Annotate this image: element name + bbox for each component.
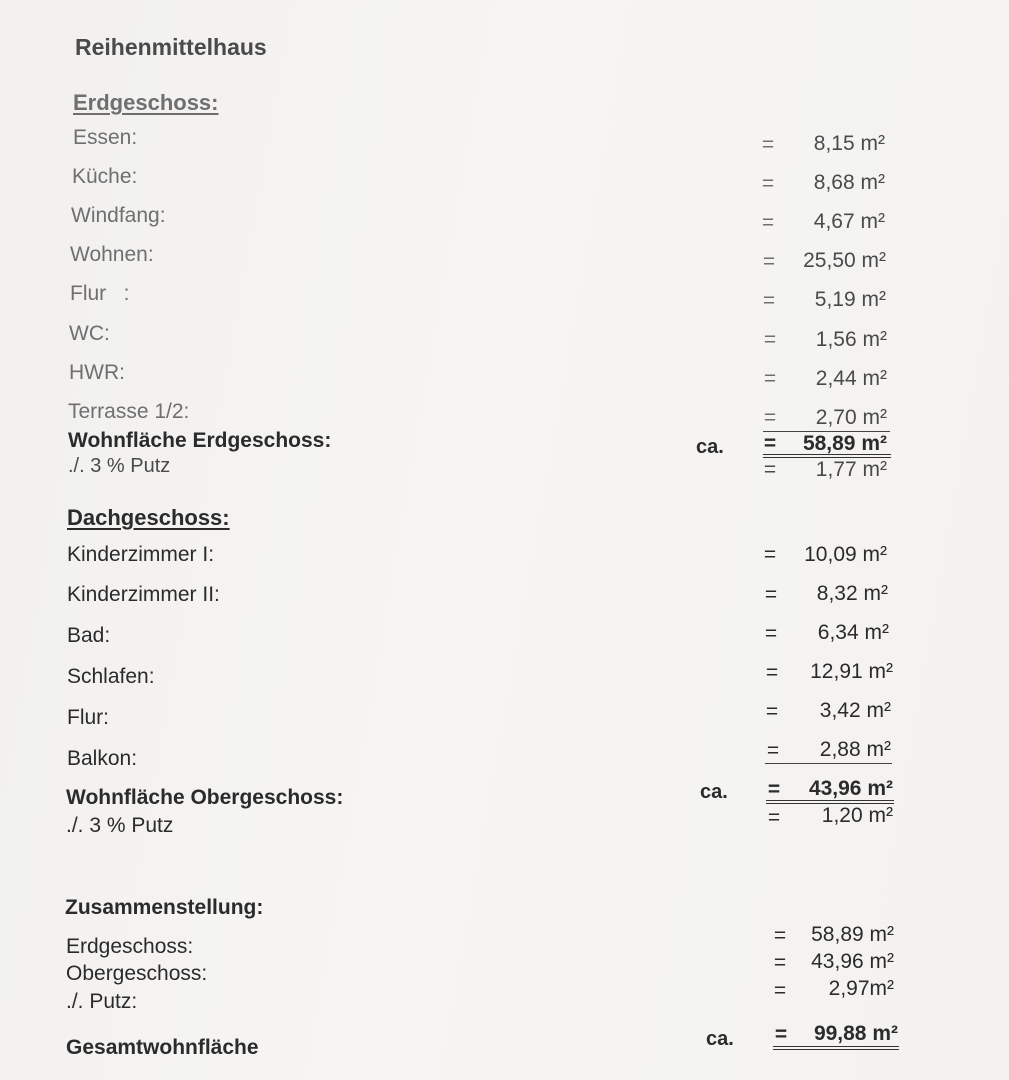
area-value: 5,19 m² [814, 288, 886, 311]
grand-total-value: 99,88 m² [813, 1022, 898, 1045]
floor-total-label: Wohnfläche Erdgeschoss: [68, 429, 332, 452]
sum-rule [765, 763, 892, 764]
area-value: 10,09 m² [804, 543, 887, 566]
summary-value: 43,96 m² [811, 950, 894, 973]
equals-sign: = [764, 622, 778, 645]
room-label: Kinderzimmer II: [67, 583, 220, 606]
putz-label: ./. 3 % Putz [68, 455, 171, 477]
area-value: 2,70 m² [815, 406, 887, 429]
equals-sign: = [773, 979, 787, 1002]
area-value: 6,34 m² [817, 621, 889, 644]
room-label: Balkon: [67, 747, 138, 770]
equals-sign: = [761, 211, 775, 234]
equals-sign: = [762, 250, 776, 273]
summary-label: Obergeschoss: [66, 962, 208, 985]
equals-sign: = [764, 583, 778, 606]
equals-sign: = [767, 806, 781, 829]
floor-total-label: Wohnfläche Obergeschoss: [66, 786, 344, 809]
area-value: 25,50 m² [803, 249, 886, 272]
room-label: Schlafen: [67, 665, 155, 688]
section-heading-erdgeschoss: Erdgeschoss: [73, 90, 219, 115]
grand-total-label: Gesamtwohnfläche [66, 1036, 259, 1059]
summary-value: 58,89 m² [811, 923, 894, 946]
putz-value: 1,77 m² [815, 458, 887, 481]
equals-sign: = [762, 289, 776, 312]
approx-label: ca. [700, 781, 728, 803]
room-label: WC: [69, 322, 110, 345]
area-value: 3,42 m² [819, 699, 891, 722]
section-heading-zusammenstellung: Zusammenstellung: [65, 896, 264, 919]
equals-sign: = [773, 951, 787, 974]
room-label: Flur : [70, 282, 130, 305]
room-label: Kinderzimmer I: [67, 543, 215, 566]
area-value: 2,88 m² [819, 738, 891, 761]
floor-total-value: 58,89 m² [802, 432, 887, 455]
room-label: Wohnen: [70, 243, 154, 266]
equals-sign: = [763, 432, 777, 455]
area-value: 8,68 m² [813, 171, 885, 194]
room-label: Bad: [67, 624, 111, 647]
approx-label: ca. [696, 436, 724, 458]
putz-label: ./. 3 % Putz [66, 814, 174, 837]
room-label: HWR: [69, 361, 125, 384]
equals-sign: = [761, 172, 775, 195]
room-label: Flur: [67, 706, 109, 729]
area-value: 2,44 m² [815, 367, 887, 390]
summary-label: ./. Putz: [66, 990, 138, 1013]
room-label: Windfang: [71, 204, 166, 227]
equals-sign: = [766, 739, 780, 762]
section-heading-dachgeschoss: Dachgeschoss: [67, 505, 230, 530]
equals-sign: = [767, 778, 781, 801]
double-underline [773, 1046, 899, 1050]
equals-sign: = [765, 700, 779, 723]
approx-label: ca. [706, 1028, 734, 1050]
room-label: Küche: [72, 165, 138, 188]
document-title: Reihenmittelhaus [75, 34, 267, 60]
equals-sign: = [773, 924, 787, 947]
equals-sign: = [763, 458, 777, 481]
room-label: Terrasse 1/2: [68, 400, 190, 423]
equals-sign: = [763, 367, 777, 390]
equals-sign: = [765, 661, 779, 684]
room-label: Essen: [73, 126, 138, 149]
area-value: 8,32 m² [816, 582, 888, 605]
equals-sign: = [763, 543, 777, 566]
area-value: 1,56 m² [815, 328, 887, 351]
floor-total-value: 43,96 m² [808, 777, 893, 800]
area-value: 12,91 m² [810, 660, 893, 683]
equals-sign: = [774, 1023, 788, 1046]
area-value: 4,67 m² [813, 210, 885, 233]
summary-value: 2,97m² [828, 977, 894, 1000]
equals-sign: = [763, 406, 777, 429]
area-value: 8,15 m² [813, 132, 885, 155]
equals-sign: = [763, 328, 777, 351]
equals-sign: = [761, 133, 775, 156]
summary-label: Erdgeschoss: [66, 935, 194, 958]
putz-value: 1,20 m² [821, 804, 893, 827]
